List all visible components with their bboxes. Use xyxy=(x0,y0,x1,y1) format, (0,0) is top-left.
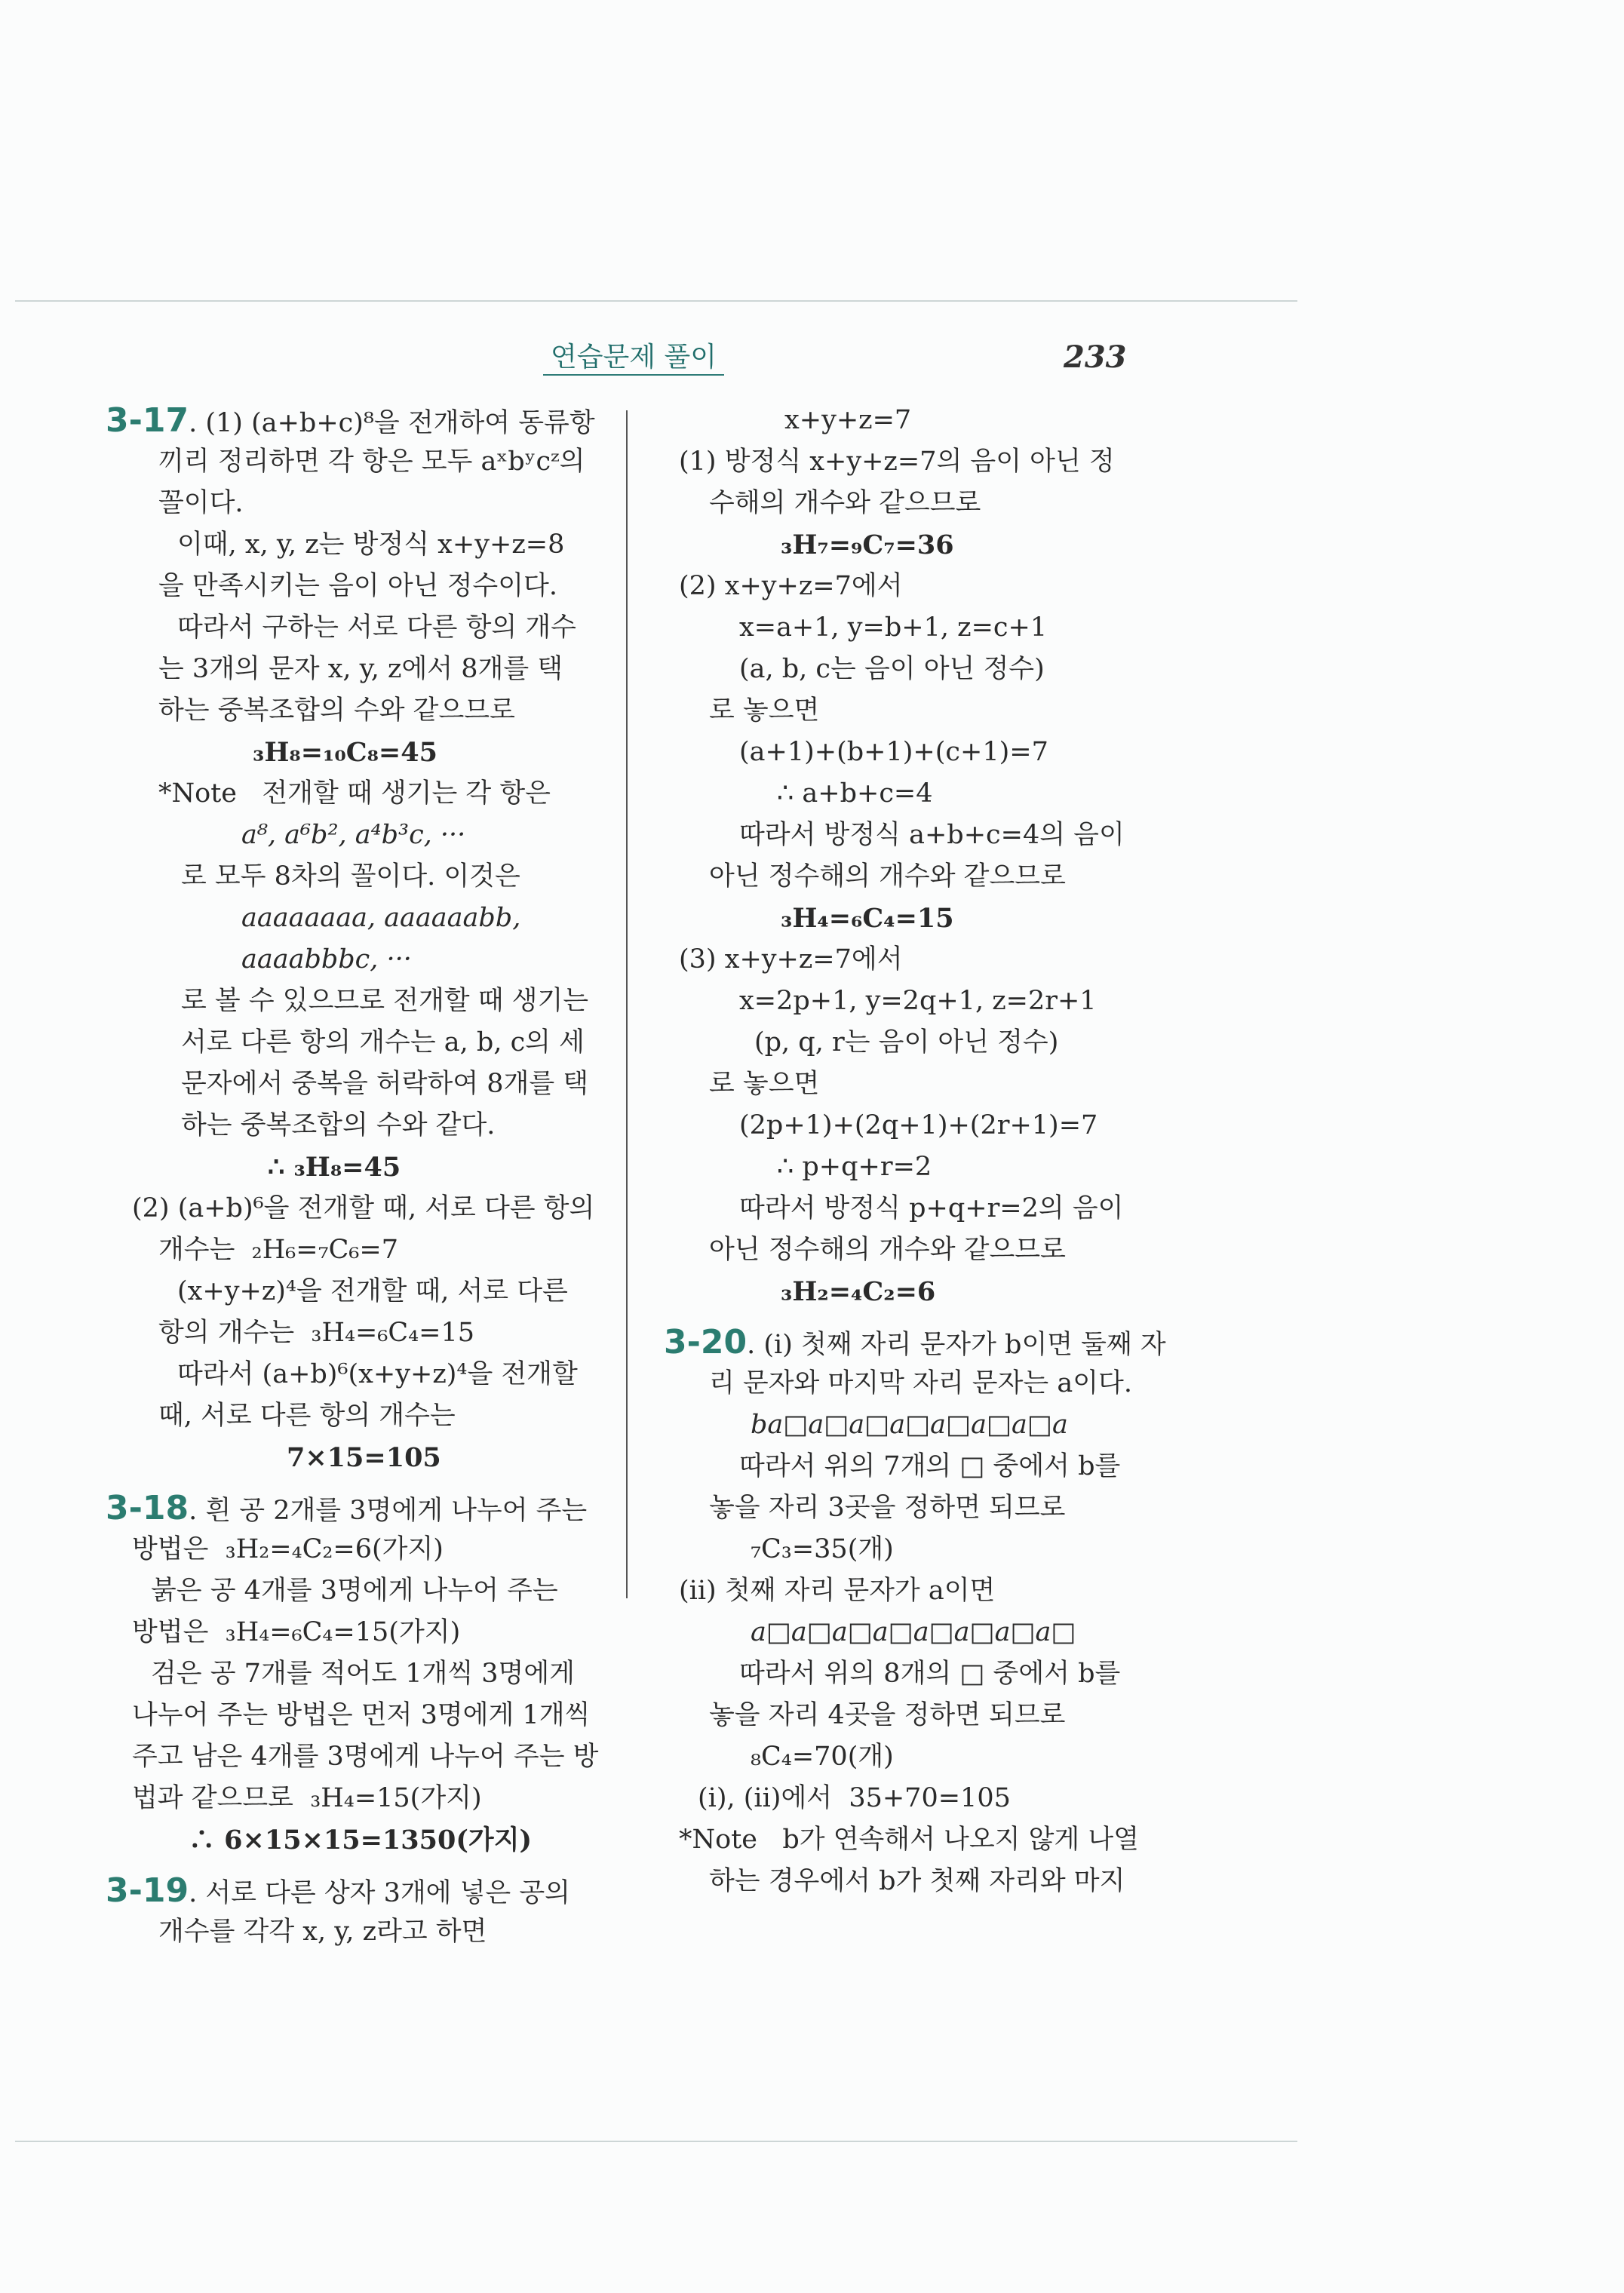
text-line: . (i) 첫째 자리 문자가 b이면 둘째 자 xyxy=(747,1330,1166,1360)
text-line: 하는 경우에서 b가 첫째 자리와 마지 xyxy=(709,1866,1125,1896)
text-line: 아닌 정수해의 개수와 같으므로 xyxy=(709,861,1066,892)
text-line: 꼴이다. xyxy=(158,488,244,518)
text-line: (a, b, c는 음이 아닌 정수) xyxy=(739,654,1045,684)
formula-line: ₃H₇=₉C₇=36 xyxy=(781,530,954,560)
text-line: 아닌 정수해의 개수와 같으므로 xyxy=(709,1235,1066,1265)
page-number: 233 xyxy=(1064,339,1127,375)
formula-line: a⁸, a⁶b², a⁴b³c, ··· xyxy=(241,820,466,850)
formula-line: (a+1)+(b+1)+(c+1)=7 xyxy=(739,737,1048,767)
text-line: 로 놓으면 xyxy=(709,695,820,726)
text-line: 이때, x, y, z는 방정식 x+y+z=8 xyxy=(177,530,565,560)
formula-line: ∴ 6×15×15=1350(가지) xyxy=(189,1825,533,1856)
text-line: (p, q, r는 음이 아닌 정수) xyxy=(754,1027,1059,1057)
text-line: 개수는 ₂H₆=₇C₆=7 xyxy=(158,1235,399,1265)
text-line: (3) x+y+z=7에서 xyxy=(679,944,903,975)
formula-line: ₃H₈=₁₀C₈=45 xyxy=(253,737,437,768)
text-line: 때, 서로 다른 항의 개수는 xyxy=(158,1401,456,1431)
text-line: 문자에서 중복을 허락하여 8개를 택 xyxy=(181,1069,589,1099)
text-line: 수해의 개수와 같으므로 xyxy=(709,488,981,518)
formula-line: ₃H₄=₆C₄=15 xyxy=(781,903,954,934)
problem-number: 3-18 xyxy=(106,1489,189,1527)
problem-number: 3-17 xyxy=(106,401,189,440)
text-line: (i), (ii)에서 35+70=105 xyxy=(698,1783,1011,1813)
text-line: 로 볼 수 있으므로 전개할 때 생기는 xyxy=(181,986,589,1016)
text-line: 법과 같으므로 ₃H₄=15(가지) xyxy=(132,1783,482,1813)
text-line: (1) 방정식 x+y+z=7의 음이 아닌 정 xyxy=(679,447,1115,477)
formula-line: x=2p+1, y=2q+1, z=2r+1 xyxy=(739,986,1097,1016)
text-line: (2) x+y+z=7에서 xyxy=(679,571,903,601)
text-line: 하는 중복조합의 수와 같다. xyxy=(181,1110,496,1140)
note-line: *Note b가 연속해서 나오지 않게 나열 xyxy=(679,1825,1139,1855)
problem-number: 3-19 xyxy=(106,1871,189,1910)
text-line: 하는 중복조합의 수와 같으므로 xyxy=(158,695,515,726)
bottom-rule xyxy=(15,2141,1297,2142)
text-line: 로 놓으면 xyxy=(709,1069,820,1099)
text-line: 서로 다른 항의 개수는 a, b, c의 세 xyxy=(181,1027,585,1057)
left-column xyxy=(106,400,619,1953)
note-line: *Note 전개할 때 생기는 각 항은 xyxy=(158,778,551,809)
text-line: 놓을 자리 4곳을 정하면 되므로 xyxy=(709,1700,1066,1730)
text-line: . 흰 공 2개를 3명에게 나누어 주는 xyxy=(189,1496,588,1526)
text-line: 방법은 ₃H₄=₆C₄=15(가지) xyxy=(132,1617,461,1647)
formula-line: 7×15=105 xyxy=(287,1442,441,1473)
right-column xyxy=(664,400,1166,1902)
text-line: (2) (a+b)⁶을 전개할 때, 서로 다른 항의 xyxy=(132,1193,595,1223)
text-line: 따라서 위의 7개의 □ 중에서 b를 xyxy=(739,1451,1121,1481)
text-line: . 서로 다른 상자 3개에 넣은 공의 xyxy=(189,1878,570,1908)
formula-line: ₃H₂=₄C₂=6 xyxy=(781,1276,936,1307)
formula-line: ₈C₄=70(개) xyxy=(751,1742,894,1772)
formula-line: ∴ ₃H₈=45 xyxy=(268,1152,401,1183)
text-line: 붉은 공 4개를 3명에게 나누어 주는 xyxy=(151,1576,558,1606)
formula-line: aaaaaaaa, aaaaaabb, xyxy=(241,903,521,933)
text-line: 나누어 주는 방법은 먼저 3명에게 1개씩 xyxy=(132,1700,591,1730)
formula-line: x=a+1, y=b+1, z=c+1 xyxy=(739,612,1048,643)
text-line: 따라서 방정식 p+q+r=2의 음이 xyxy=(739,1193,1124,1223)
problem-3-18-heading xyxy=(106,1487,619,1529)
problem-3-19-heading xyxy=(106,1870,619,1911)
formula-line: (2p+1)+(2q+1)+(2r+1)=7 xyxy=(739,1110,1098,1140)
formula-line: ∴ a+b+c=4 xyxy=(777,778,933,809)
column-divider xyxy=(626,410,628,1598)
formula-line: ₇C₃=35(개) xyxy=(751,1534,894,1564)
text-line: 끼리 정리하면 각 항은 모두 aˣbʸcᶻ의 xyxy=(158,447,585,477)
text-line: 는 3개의 문자 x, y, z에서 8개를 택 xyxy=(158,654,563,684)
text-line: 을 만족시키는 음이 아닌 정수이다. xyxy=(158,571,557,601)
text-line: 개수를 각각 x, y, z라고 하면 xyxy=(158,1917,487,1947)
text-line: (ii) 첫째 자리 문자가 a이면 xyxy=(679,1576,996,1606)
text-line: 따라서 위의 8개의 □ 중에서 b를 xyxy=(739,1659,1121,1689)
problem-number: 3-20 xyxy=(664,1323,748,1361)
formula-line: x+y+z=7 xyxy=(784,405,912,435)
formula-line: ba□a□a□a□a□a□a□a xyxy=(751,1410,1068,1440)
text-line: 주고 남은 4개를 3명에게 나누어 주는 방 xyxy=(132,1742,599,1772)
text-line: 방법은 ₃H₂=₄C₂=6(가지) xyxy=(132,1534,444,1564)
text-line: (x+y+z)⁴을 전개할 때, 서로 다른 xyxy=(177,1276,568,1306)
formula-line: aaaabbbc, ··· xyxy=(241,944,412,975)
text-line: . (1) (a+b+c)⁸을 전개하여 동류항 xyxy=(189,408,595,438)
text-line: 로 모두 8차의 꼴이다. 이것은 xyxy=(181,861,520,892)
running-title: 연습문제 풀이 xyxy=(543,341,724,376)
top-rule xyxy=(15,300,1297,302)
formula-line: ∴ p+q+r=2 xyxy=(777,1152,932,1182)
text-line: 항의 개수는 ₃H₄=₆C₄=15 xyxy=(158,1318,475,1348)
text-line: 검은 공 7개를 적어도 1개씩 3명에게 xyxy=(151,1659,575,1689)
formula-line: a□a□a□a□a□a□a□a□ xyxy=(751,1617,1076,1647)
text-line: 놓을 자리 3곳을 정하면 되므로 xyxy=(709,1493,1066,1523)
text-line: 리 문자와 마지막 자리 문자는 a이다. xyxy=(709,1368,1132,1398)
text-line: 따라서 방정식 a+b+c=4의 음이 xyxy=(739,820,1125,850)
problem-3-17-heading xyxy=(106,400,619,441)
text-line: 따라서 (a+b)⁶(x+y+z)⁴을 전개할 xyxy=(177,1359,578,1389)
text-line: 따라서 구하는 서로 다른 항의 개수 xyxy=(177,612,576,643)
problem-3-20-heading xyxy=(664,1321,1166,1363)
